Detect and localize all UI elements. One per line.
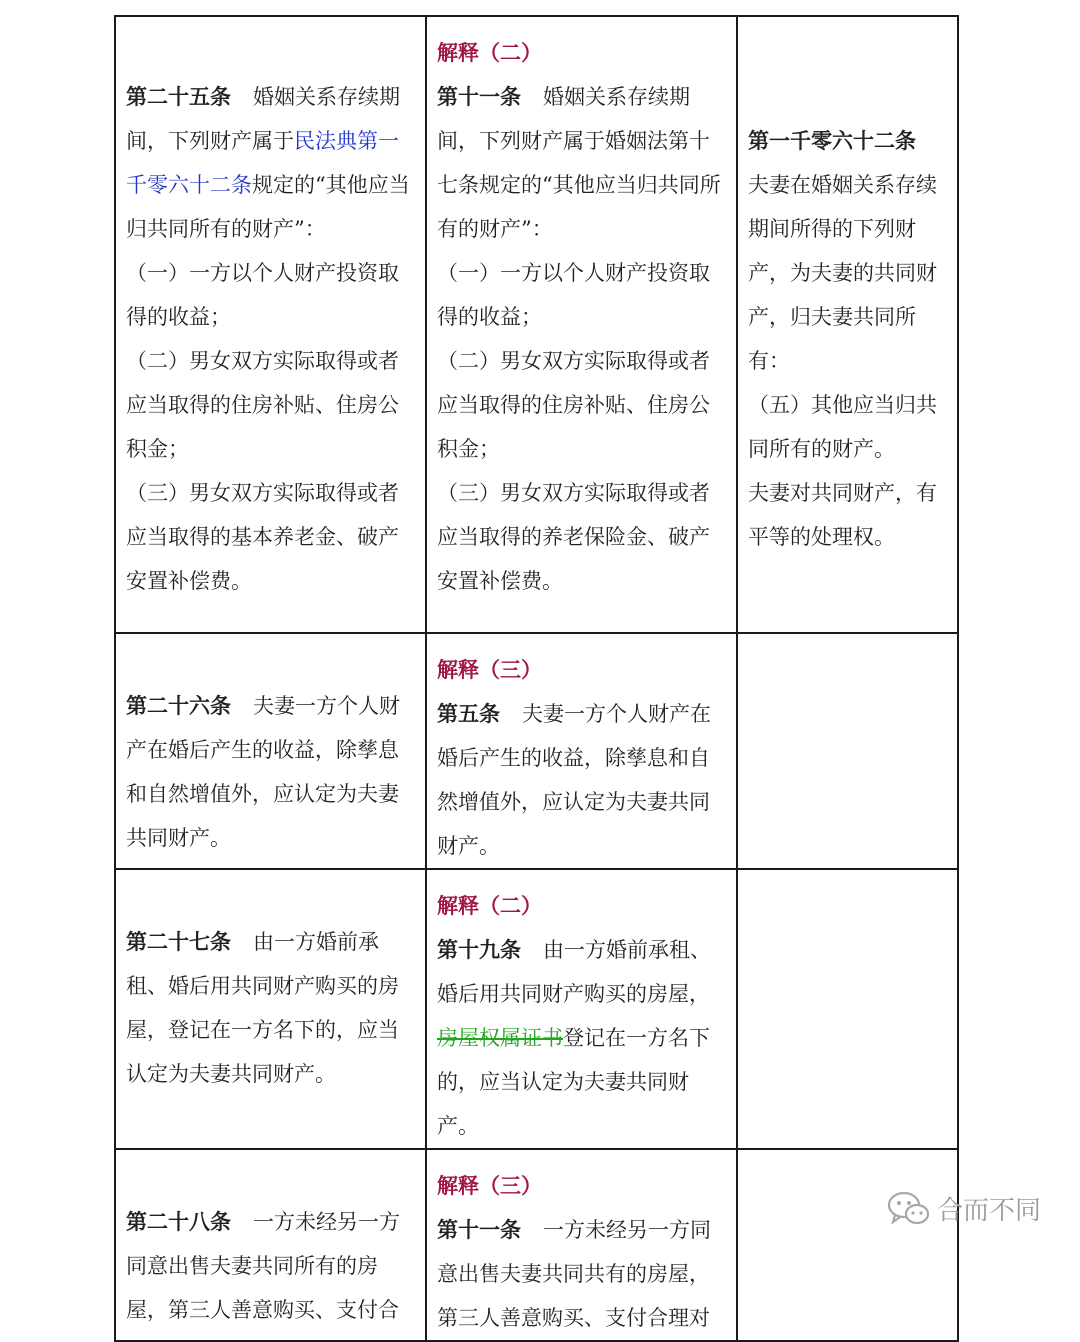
article-text-cont: 规定的“其他应当归共同所有的财产”： (126, 173, 410, 241)
deleted-text: 房屋权属证书 (437, 1026, 563, 1050)
interpretation-cell (426, 16, 737, 633)
original-code-cell (737, 16, 958, 633)
article-text: 婚姻关系存续期间，下列财产属于 (126, 85, 400, 153)
interpretation-cell (426, 869, 737, 1149)
empty-cell (737, 633, 958, 869)
list-item: （一）一方以个人财产投资取得的收益； (126, 261, 399, 329)
empty-cell (737, 1149, 958, 1341)
article-number: 第二十八条 (126, 1209, 231, 1234)
article-number: 第一千零六十二条 (748, 128, 916, 153)
interpretation-cell (426, 1149, 737, 1341)
civil-code-cell (115, 633, 426, 869)
wechat-icon (887, 1191, 931, 1227)
article-text: 一方未经另一方同意出售夫妻共同共有的房屋，第三人善意购买、支付合理对 (437, 1218, 711, 1330)
civil-code-cell (115, 869, 426, 1149)
list-item: （三）男女双方实际取得或者应当取得的养老保险金、破产安置补偿费。 (437, 481, 710, 593)
civil-code-cell (115, 1149, 426, 1341)
article-number: 第十一条 (437, 84, 521, 109)
article-text: 夫妻一方个人财产在婚后产生的收益，除孳息和自然增值外，应认定为夫妻共同财产。 (126, 694, 400, 850)
empty-cell (737, 869, 958, 1149)
code-reference-link[interactable]: 民法典第一千零六十二条 (126, 129, 399, 197)
article-text-cont: 登记在一方名下的，应当认定为夫妻共同财产。 (437, 1026, 710, 1138)
article-text: 由一方婚前承租、婚后用共同财产购买的房屋，登记在一方名下的，应当认定为夫妻共同财产。 (126, 930, 399, 1086)
watermark (887, 1190, 1041, 1227)
list-item: （三）男女双方实际取得或者应当取得的基本养老金、破产安置补偿费。 (126, 481, 399, 593)
table-row (115, 1149, 958, 1341)
table-row (115, 16, 958, 633)
article-text: 婚姻关系存续期间，下列财产属于婚姻法第十七条规定的“其他应当归共同所有的财产”： (437, 85, 721, 241)
watermark-text: 合而不同 (937, 1196, 1042, 1226)
source-label: 解释（三） (437, 657, 542, 682)
article-text: 夫妻在婚姻关系存续期间所得的下列财产，为夫妻的共同财产，归夫妻共同所有： (748, 173, 937, 373)
article-number: 第十九条 (437, 937, 521, 962)
comparison-table (114, 15, 959, 1342)
source-label: 解释（二） (437, 40, 542, 65)
table-row (115, 869, 958, 1149)
list-item: （五）其他应当归共同所有的财产。 (748, 393, 937, 461)
list-item: （一）一方以个人财产投资取得的收益； (437, 261, 710, 329)
article-number: 第二十六条 (126, 693, 231, 718)
interpretation-cell (426, 633, 737, 869)
article-text: 由一方婚前承租、婚后用共同财产购买的房屋， (437, 938, 711, 1006)
list-item: （二）男女双方实际取得或者应当取得的住房补贴、住房公积金； (126, 349, 399, 461)
source-label: 解释（三） (437, 1173, 542, 1198)
list-item: 夫妻对共同财产，有平等的处理权。 (748, 481, 937, 549)
source-label: 解释（二） (437, 893, 542, 918)
article-number: 第二十五条 (126, 84, 231, 109)
list-item: （二）男女双方实际取得或者应当取得的住房补贴、住房公积金； (437, 349, 710, 461)
article-text: 夫妻一方个人财产在婚后产生的收益，除孳息和自然增值外，应认定为夫妻共同财产。 (437, 702, 711, 858)
civil-code-cell (115, 16, 426, 633)
article-number: 第五条 (437, 701, 500, 726)
article-number: 第二十七条 (126, 929, 231, 954)
table-row (115, 633, 958, 869)
article-text: 一方未经另一方同意出售夫妻共同所有的房屋，第三人善意购买、支付合 (126, 1210, 400, 1322)
article-number: 第十一条 (437, 1217, 521, 1242)
